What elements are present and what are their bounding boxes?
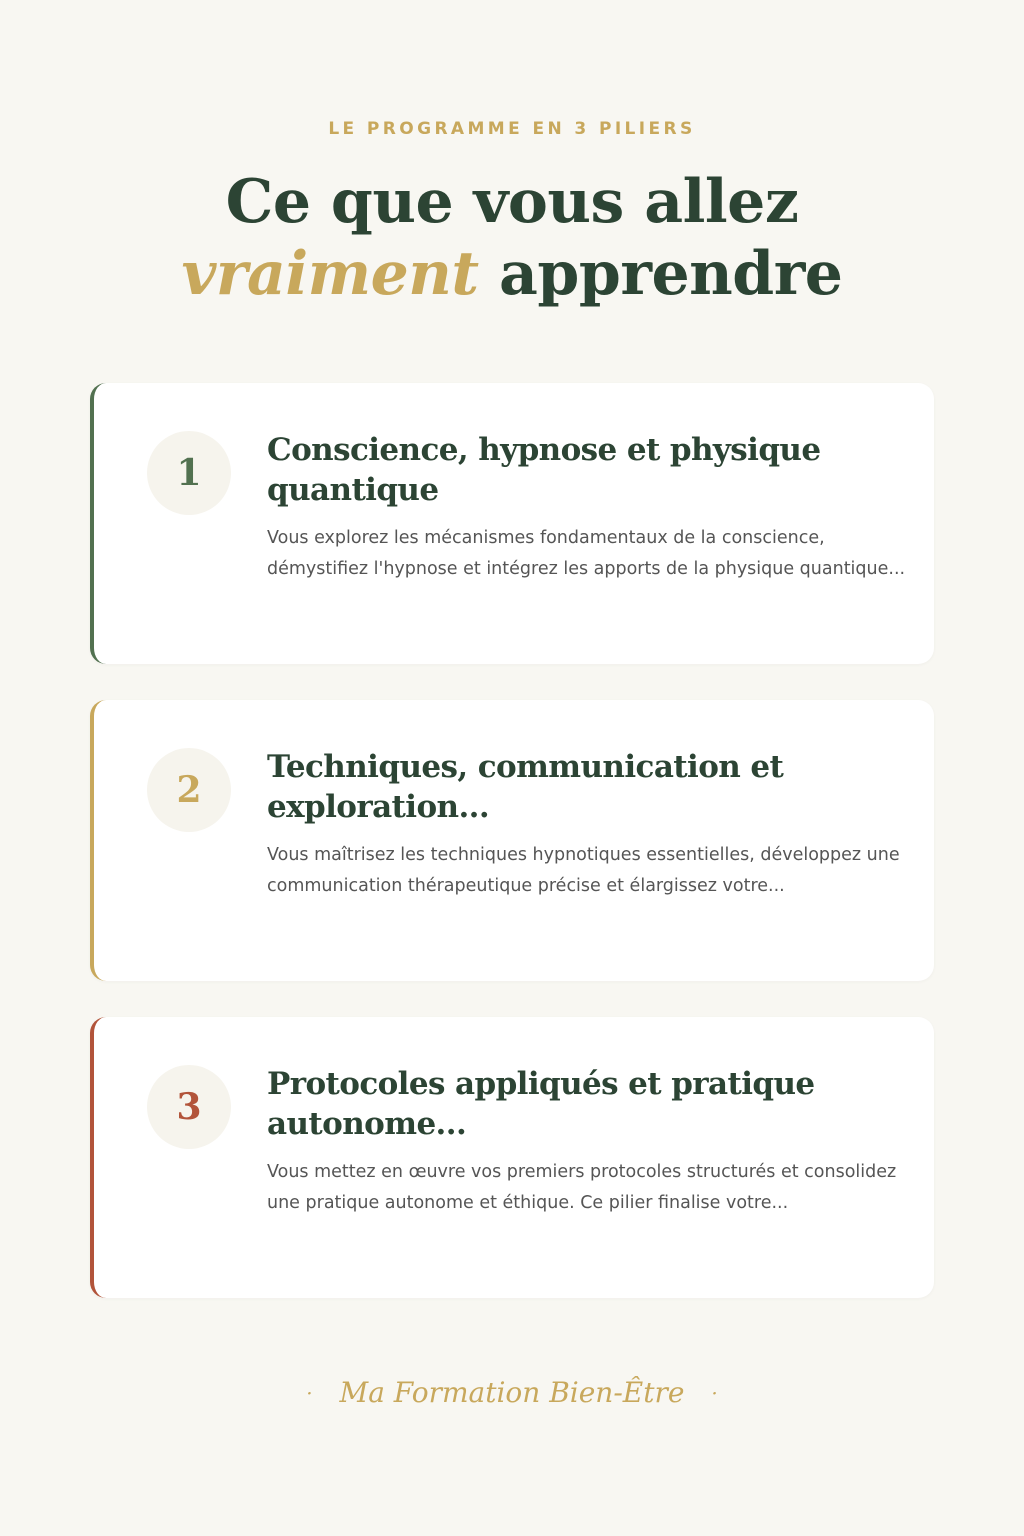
section-eyebrow: LE PROGRAMME EN 3 PILIERS [328, 119, 696, 139]
pillar-title: Protocoles appliqués et pratique autonome... [267, 1066, 815, 1142]
pillar-card-1 [90, 383, 934, 664]
title-line-2: apprendre [499, 239, 843, 309]
brand-name: Ma Formation Bien-Être [339, 1376, 685, 1409]
pillar-number-badge: 1 [147, 431, 231, 515]
section-title [0, 166, 1024, 310]
pillar-number-badge: 2 [147, 748, 231, 832]
pillar-card-3 [90, 1017, 934, 1298]
pillar-description: Vous explorez les mécanismes fondamentaux de la conscience, démystifiez l'hypnose et intégrez les apports de la physique quantique... [267, 528, 906, 579]
title-line-1: Ce que vous allez [225, 167, 799, 237]
title-accent-word: vraiment [181, 239, 479, 309]
pillar-title: Techniques, communication et exploration... [267, 749, 784, 825]
brand-footer [0, 1376, 1024, 1409]
pillar-card-2 [90, 700, 934, 981]
pillar-title: Conscience, hypnose et physique quantique [267, 432, 821, 508]
pillar-number-badge: 3 [147, 1065, 231, 1149]
footer-dot-right: · [711, 1380, 718, 1405]
pillar-description: Vous maîtrisez les techniques hypnotiques essentielles, développez une communication thérapeutique précise et élargissez votre... [267, 845, 900, 896]
footer-dot-left: · [306, 1380, 313, 1405]
pillar-description: Vous mettez en œuvre vos premiers protocoles structurés et consolidez une pratique autonome et éthique. Ce pilier finalise votre... [267, 1162, 897, 1213]
